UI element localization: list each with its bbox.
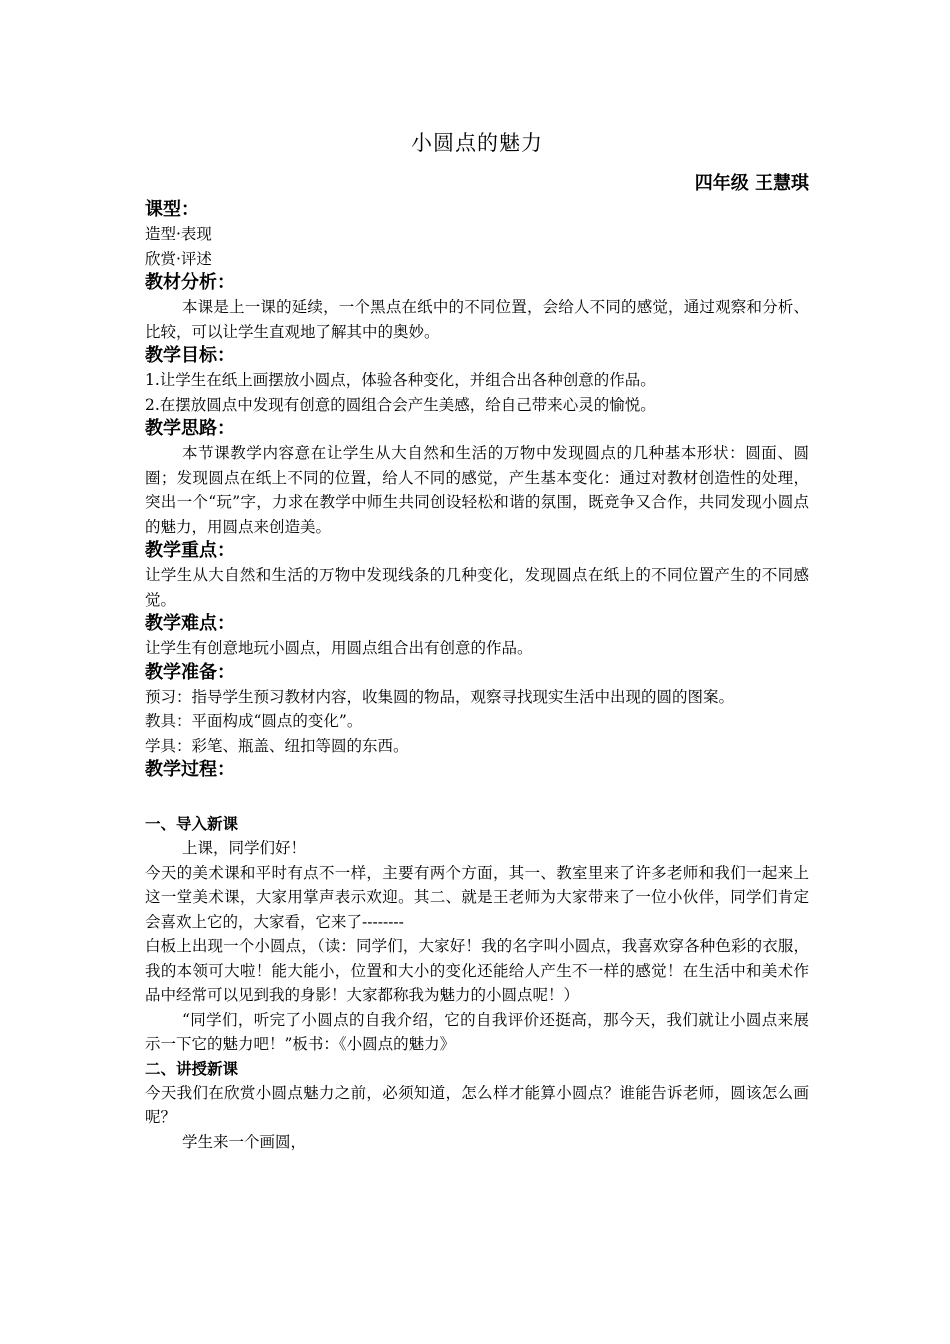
section-title-intro: 一、导入新课 xyxy=(145,815,239,833)
preparation-item: 教具：平面构成“圆点的变化”。 xyxy=(145,712,363,730)
heading-difficulties: 教学难点： xyxy=(145,613,235,634)
lesson-type-item: 造型·表现 xyxy=(145,225,212,243)
preparation-item: 预习：指导学生预习教材内容，收集圆的物品，观察寻找现实生活中出现的圆的图案。 xyxy=(145,687,735,706)
difficulties-text: 让学生有创意地玩小圆点，用圆点组合出有创意的作品。 xyxy=(145,639,533,657)
paragraph: 今天的美术课和平时有点不一样，主要有两个方面，其一、教室里来了许多老师和我们一起来上这一堂美术课，大家用掌声表示欢迎。其二、就是王老师为大家带来了一位小伙伴，同学们肯定会喜欢上它的，大家看，它来了-------- xyxy=(145,863,809,931)
heading-lesson-type: 课型： xyxy=(145,199,199,220)
heading-key-points: 教学重点： xyxy=(145,540,235,561)
teaching-ideas-text: 本节课教学内容意在让学生从大自然和生活的万物中发现圆点的几种基本形状：圆面、圆圈；发现圆点在纸上不同的位置，给人不同的感觉，产生基本变化：通过对教材创造性的处理，突出一个“玩”字，力求在教学中师生共同创设轻松和谐的氛围，既竞争又合作，共同发现小圆点的魅力，用圆点来创造美。 xyxy=(145,444,809,536)
key-points-text: 让学生从大自然和生活的万物中发现线条的几种变化，发现圆点在纸上的不同位置产生的不同感觉。 xyxy=(145,566,809,609)
spacer xyxy=(145,782,809,812)
heading-preparation: 教学准备： xyxy=(145,661,235,683)
teaching-goal-item: 1.让学生在纸上画摆放小圆点，体验各种变化，并组合出各种创意的作品。 xyxy=(145,371,656,389)
paragraph: 上课，同学们好！ xyxy=(182,839,307,857)
document-page xyxy=(145,128,809,1154)
teaching-goal-item: 2.在摆放圆点中发现有创意的圆组合会产生美感，给自己带来心灵的愉悦。 xyxy=(145,395,656,414)
heading-teaching-ideas: 教学思路： xyxy=(145,418,235,439)
paragraph: 今天我们在欣赏小圆点魅力之前，必须知道，怎么样才能算小圆点？谁能告诉老师，圆该怎么画呢？ xyxy=(145,1083,809,1126)
author-line: 四年级 王慧琪 xyxy=(694,173,809,194)
paragraph: “同学们，听完了小圆点的自我介绍，它的自我评价还挺高，那今天，我们就让小圆点来展示一下它的魅力吧！”板书：《小圆点的魅力》 xyxy=(145,1010,809,1053)
heading-teaching-goals: 教学目标： xyxy=(145,345,235,366)
section-title-new-lesson: 二、讲授新课 xyxy=(145,1059,239,1078)
paragraph: 学生来一个画圆， xyxy=(182,1132,307,1151)
heading-teaching-process: 教学过程： xyxy=(145,759,235,780)
heading-material-analysis: 教材分析： xyxy=(145,272,235,293)
document-title: 小圆点的魅力 xyxy=(411,131,543,155)
material-analysis-text: 本课是上一课的延续，一个黑点在纸中的不同位置，会给人不同的感觉，通过观察和分析、比较，可以让学生直观地了解其中的奥妙。 xyxy=(145,298,809,341)
paragraph: 白板上出现一个小圆点，（读：同学们，大家好！我的名字叫小圆点，我喜欢穿各种色彩的衣服，我的本领可大啦！能大能小，位置和大小的变化还能给人产生不一样的感觉！在生活中和美术作品中经常可以见到我的身影！大家都称我为魅力的小圆点呢！） xyxy=(145,937,809,1004)
preparation-item: 学具：彩笔、瓶盖、纽扣等圆的东西。 xyxy=(145,736,409,755)
lesson-type-item: 欣赏·评述 xyxy=(145,249,212,268)
